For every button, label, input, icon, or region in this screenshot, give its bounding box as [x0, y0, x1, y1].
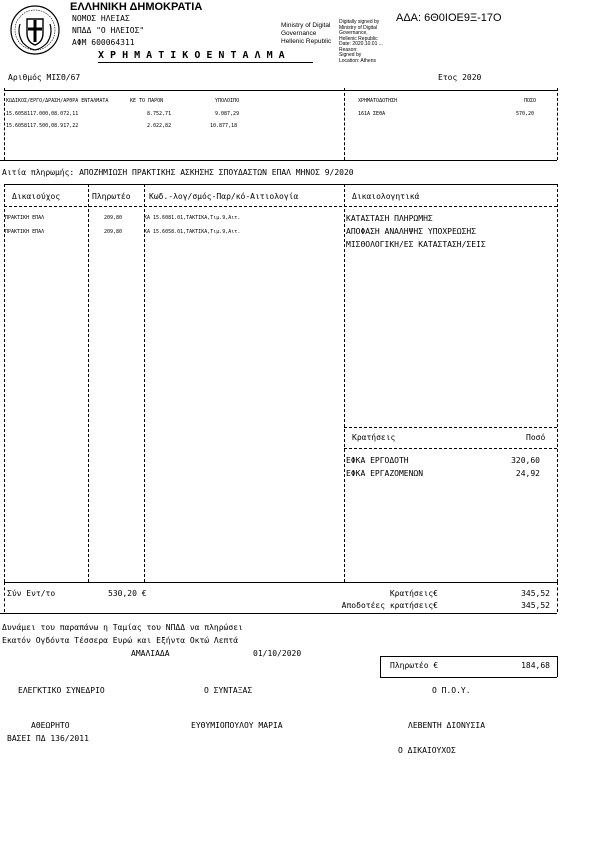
document-item-3: ΜΙΣΘΟΛΟΓΙΚΗ/ΕΣ ΚΑΤΑΣΤΑΣΗ/ΣΕΙΣ: [346, 240, 486, 249]
voucher-number: Αριθμός ΜΙΣΘ/67: [8, 73, 81, 82]
sum-value: 530,20 €: [108, 589, 147, 598]
payable-box-left: [380, 656, 381, 677]
payable-deductions-value: 345,52: [521, 601, 550, 610]
totals-right-border: [557, 582, 558, 612]
deductions-total-label: Κρατήσεις€: [389, 589, 438, 598]
budget-row-2-current: 2.022,82: [147, 123, 172, 129]
issue-date: 01/10/2020: [253, 649, 302, 658]
budget-row-2-code: 15.6058117.500,08.917,22: [6, 123, 79, 129]
totals-left-border: [4, 582, 5, 612]
main-header-underline: [4, 206, 557, 207]
budget-right-header-funding: ΧΡΗΜΑΤΟΔΟΤΗΣΗ: [358, 98, 398, 104]
beneficiary-row-1-amount: 209,80: [104, 215, 123, 221]
payable-box-right: [557, 656, 558, 677]
payable-box-bottom: [380, 677, 557, 678]
audit-legal-basis: ΒΑΣΕΙ ΠΔ 136/2011: [7, 734, 89, 743]
issuer-line-3: ΝΠΔΔ "Ο ΗΛΕΙΟΣ": [72, 26, 145, 35]
deductions-top-line: [344, 427, 557, 428]
budget-right-header-amount: ΠΟΣΟ: [524, 98, 537, 104]
deductions-total-value: 345,52: [521, 589, 550, 598]
amount-in-words: Εκατόν Ογδόντα Τέσσερα Ευρώ και Εξήντα Οκτώ Λεπτά: [2, 636, 239, 645]
issue-place: ΑΜΑΛΙΑΔΑ: [131, 649, 170, 658]
beneficiary-row-1-code: ΚΑ 15.6081.01,ΤΑΚΤΙΚΑ,Τιμ.9,Αιτ.: [144, 215, 241, 221]
ministry-line-3: Hellenic Republic: [281, 38, 332, 45]
budget-row-1-current: 8.752,71: [147, 111, 172, 117]
budget-row-1-code: 15.6058117.000,08.072,11: [6, 111, 79, 117]
beneficiary-row-2-amount: 209,80: [104, 229, 123, 235]
signature-preparer: Ο ΣΥΝΤΑΞΑΣ: [204, 686, 253, 695]
documents-header: Δικαιολογητικά: [352, 192, 420, 201]
payment-cause: Αιτία πληρωμής: ΑΠΟΖΗΜΙΩΣΗ ΠΡΑΚΤΙΚΗΣ ΑΣΚΗΣΗΣ ΣΠΟΥΔΑΣΤΩΝ ΕΠΑΛ ΜΗΝΟΣ 9/2020: [2, 168, 354, 177]
ada-code: ΑΔΑ: 6Θ0ΙΟΕ9Ξ-17Ο: [396, 12, 502, 24]
signature-audit-court: ΕΛΕΓΚΤΙΚΟ ΣΥΝΕΔΡΙΟ: [18, 686, 105, 695]
deductions-header: Κρατήσεις: [352, 433, 396, 442]
deductions-amount-header: Ποσό: [526, 433, 546, 442]
payable-value: 184,68: [521, 661, 550, 670]
budget-funding-amount: 570,20: [516, 111, 535, 117]
payable-deductions-label: Αποδοτέες κρατήσεις€: [341, 601, 438, 610]
main-col-border-3: [344, 184, 345, 582]
digital-signature-details: Digitally signed by Ministry of Digital Governance, Hellenic Republic Date: 2020.10.01 ... Reason: Signed by Location: Athens: [339, 19, 383, 64]
coat-of-arms-emblem-icon: [9, 4, 61, 56]
totals-top-line: [4, 582, 557, 583]
beneficiary-signature: Ο ΔΙΚΑΙΟΥΧΟΣ: [398, 746, 456, 755]
preparer-name: ΕΥΘΥΜΙΟΠΟΥΛΟΥ ΜΑΡΙΑ: [191, 721, 283, 730]
beneficiary-row-2-name: ΠΡΑΚΤΙΚΗ ΕΠΑΛ: [5, 229, 45, 235]
beneficiary-row-1-name: ΠΡΑΚΤΙΚΗ ΕΠΑΛ: [5, 215, 45, 221]
main-right-border: [557, 184, 558, 582]
deductions-header-underline: [344, 448, 557, 449]
deduction-row-2-amount: 24,92: [515, 469, 540, 478]
budget-row-2-balance: 10.877,18: [210, 123, 238, 129]
financial-officer-name: ΛΕΒΕΝΤΗ ΔΙΟΝΥΣΙΑ: [408, 721, 486, 730]
document-item-2: ΑΠΟΦΑΣΗ ΑΝΑΛΗΨΗΣ ΥΠΟΧΡΕΩΣΗΣ: [346, 227, 477, 236]
ministry-line-1: Ministry of Digital: [281, 22, 331, 29]
code-justification-header: Κωδ.-λογ/σμός-Παρ/κό-Αιτιολογία: [149, 192, 299, 201]
main-col-border-1: [88, 184, 89, 582]
payable-box-top: [380, 656, 557, 657]
beneficiary-header: Δικαιούχος: [12, 192, 61, 201]
budget-col-header-current: ΚΕ ΤΟ ΠΑΡΟΝ: [130, 98, 164, 104]
main-left-border: [4, 184, 5, 582]
issuer-line-1: ΕΛΛΗΝΙΚΗ ΔΗΜΟΚΡΑΤΙΑ: [70, 1, 203, 13]
ministry-line-2: Governance: [281, 30, 317, 37]
budget-col-header-code: ΚΩΔΙΚΟΣ/ΕΡΓΟ/ΔΡΑΣΗ/ΑΡΘΡΑ ΕΝΤΑΛΜΑΤΑ: [6, 98, 109, 104]
issuer-line-2: ΝΟΜΟΣ ΗΛΕΙΑΣ: [72, 14, 130, 23]
audit-status: ΑΘΕΩΡΗΤΟ: [31, 721, 70, 730]
deduction-row-2-label: ΕΦΚΑ ΕΡΓΑΖΟΜΕΝΩΝ: [346, 469, 424, 478]
beneficiary-row-2-code: ΚΑ 15.6058.01,ΤΑΚΤΙΚΑ,Τιμ.9,Αιτ.: [144, 229, 241, 235]
budget-funding-source: 161Α ΣΕΘΑ: [358, 111, 386, 117]
main-col-border-2: [144, 184, 145, 582]
payable-header: Πληρωτέο: [92, 192, 131, 201]
sum-label: Σύν Εντ/το: [7, 589, 56, 598]
issuer-line-4: ΑΦΜ 600064311: [72, 38, 135, 47]
deduction-row-1-label: ΕΦΚΑ ΕΡΓΟΔΟΤΗ: [346, 456, 409, 465]
signature-financial-officer: Ο Π.Ο.Υ.: [432, 686, 471, 695]
budget-bottom-line: [0, 160, 557, 161]
document-item-1: ΚΑΤΑΣΤΑΣΗ ΠΛΗΡΩΜΗΣ: [346, 214, 433, 223]
title-underline: [98, 62, 313, 63]
budget-top-line: [4, 90, 557, 91]
totals-bottom-line: [0, 613, 557, 614]
budget-right-border: [557, 88, 558, 160]
budget-mid-border: [344, 88, 345, 160]
payment-order-line: Δυνάμει του παραπάνω η Ταμίας του ΝΠΔΔ να πληρώσει: [2, 623, 243, 632]
deduction-row-1-amount: 320,60: [511, 456, 540, 465]
main-table-top-line: [4, 184, 557, 185]
budget-row-1-balance: 9.087,29: [215, 111, 240, 117]
payable-label: Πληρωτέο €: [390, 661, 439, 670]
budget-col-header-balance: ΥΠΟΛΟΙΠΟ: [215, 98, 240, 104]
document-title: Χ Ρ Η Μ Α Τ Ι Κ Ο Ε Ν Τ Α Λ Μ Α: [98, 50, 285, 61]
budget-left-border: [4, 88, 5, 160]
voucher-year: Ετος 2020: [438, 73, 482, 82]
